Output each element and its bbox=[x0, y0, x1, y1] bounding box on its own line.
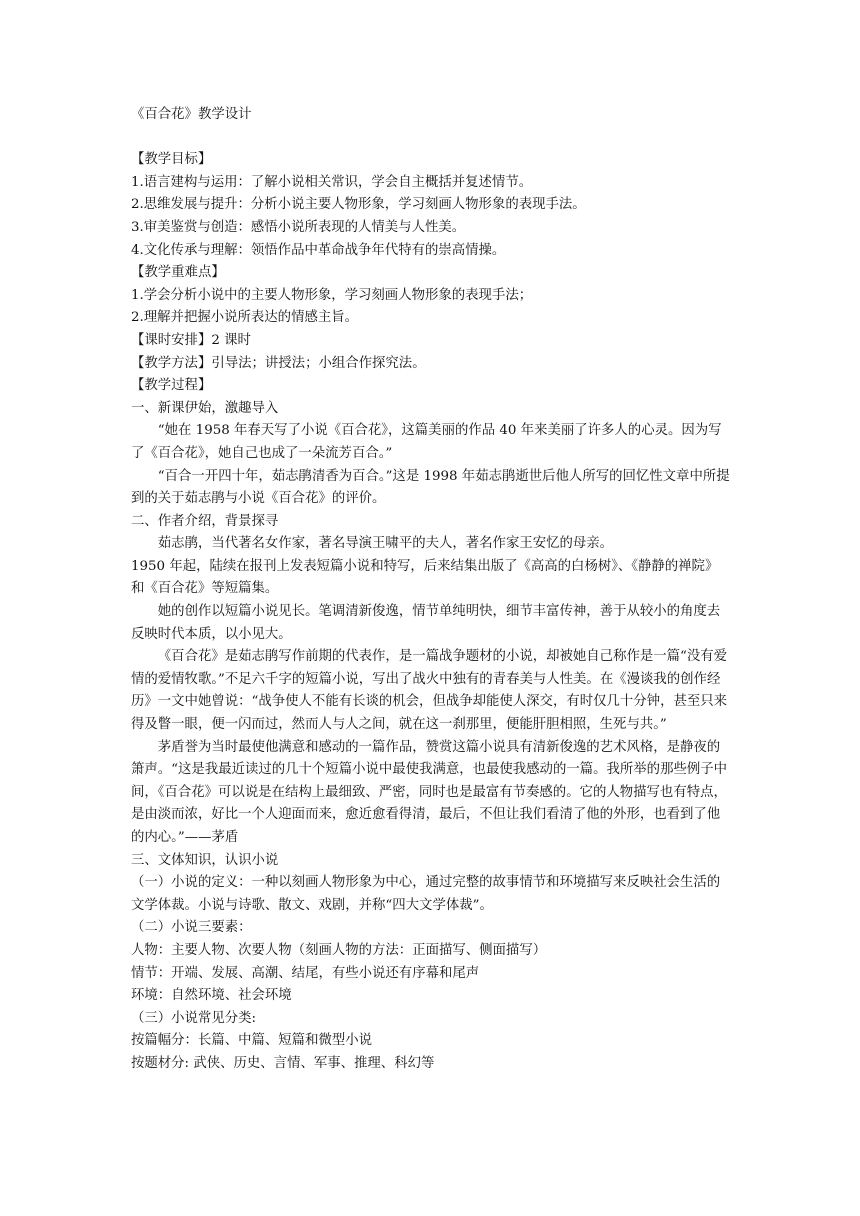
process-heading: 【教学过程】 bbox=[131, 378, 212, 394]
subheading: （三）小说常见分类: bbox=[131, 1010, 257, 1026]
paragraph: 《百合花》是茹志鹃写作前期的代表作，是一篇战争题材的小说，却被她自己称作是一篇“没有爱情的爱情牧歌。”不足六千字的短篇小说，写出了战火中独有的青春美与人性美。在《漫谈我的创作经历》一文中她曾说：“战争使人不能有长谈的机会，但战争却能使人深交，有时仅几十分钟，甚至只来得及瞥一眼，便一闪而过，然而人与人之间，就在这一刹那里，便能肝胆相照，生死与共。” bbox=[131, 649, 728, 733]
list-item: 环境：自然环境、社会环境 bbox=[131, 988, 292, 1004]
methods-line: 【教学方法】引导法；讲授法；小组合作探究法。 bbox=[131, 355, 426, 371]
key-points-heading: 【教学重难点】 bbox=[131, 265, 225, 281]
key-point-item: 1.学会分析小说中的主要人物形象，学习刻画人物形象的表现手法； bbox=[131, 287, 533, 303]
schedule-line: 【课时安排】2 课时 bbox=[131, 332, 251, 348]
list-item: 按题材分: 武侠、历史、言情、军事、推理、科幻等 bbox=[131, 1055, 435, 1071]
paragraph: “她在 1958 年春天写了小说《百合花》，这篇美丽的作品 40 年来美丽了许多人的心灵。因为写了《百合花》，她自己也成了一朵流芳百合。” bbox=[131, 423, 722, 461]
objective-item: 2.思维发展与提升：分析小说主要人物形象，学习刻画人物形象的表现手法。 bbox=[131, 197, 586, 213]
paragraph: “百合一开四十年，茹志鹃清香为百合。”这是 1998 年茹志鹃逝世后他人所写的回忆性文章中所提到的关于茹志鹃与小说《百合花》的评价。 bbox=[131, 468, 730, 507]
paragraph: 茹志鹃，当代著名女作家，著名导演王啸平的夫人，著名作家王安忆的母亲。 bbox=[157, 536, 614, 552]
section-heading: 二、作者介绍，背景探寻 bbox=[131, 513, 279, 529]
section-heading: 三、文体知识，认识小说 bbox=[131, 852, 279, 868]
document-body bbox=[131, 104, 731, 1076]
objectives-heading: 【教学目标】 bbox=[131, 152, 212, 168]
key-point-item: 2.理解并把握小说所表达的情感主旨。 bbox=[131, 310, 359, 326]
objective-item: 4.文化传承与理解：领悟作品中革命战争年代特有的崇高情操。 bbox=[131, 242, 506, 258]
list-item: 按篇幅分：长篇、中篇、短篇和微型小说 bbox=[131, 1033, 373, 1049]
list-item: 人物：主要人物、次要人物（刻画人物的方法：正面描写、侧面描写） bbox=[131, 942, 547, 958]
objective-item: 3.审美鉴赏与创造：感悟小说所表现的人情美与人性美。 bbox=[131, 219, 466, 235]
paragraph: 她的创作以短篇小说见长。笔调清新俊逸，情节单纯明快，细节丰富传神，善于从较小的角度去反映时代本质，以小见大。 bbox=[131, 604, 721, 642]
paragraph: 茅盾誉为当时最使他满意和感动的一篇作品，赞赏这篇小说具有清新俊逸的艺术风格，是静夜的箫声。“这是我最近读过的几十个短篇小说中最使我满意，也最使我感动的一篇。我所举的那些例子中间，《百合花》可以说是在结构上最细致、严密，同时也是最富有节奏感的。它的人物描写也有特点，是由淡而浓，好比一个人迎面而来，愈近愈看得清，最后，不但让我们看清了他的外形，也看到了他的内心。”——茅盾 bbox=[131, 739, 728, 845]
objective-item: 1.语言建构与运用：了解小说相关常识，学会自主概括并复述情节。 bbox=[131, 174, 533, 190]
subheading: （二）小说三要素： bbox=[131, 920, 252, 936]
paragraph: （一）小说的定义：一种以刻画人物形象为中心，通过完整的故事情节和环境描写来反映社会生活的文学体裁。小说与诗歌、散文、戏剧，并称“四大文学体裁”。 bbox=[131, 875, 721, 913]
section-heading: 一、新课伊始，激趣导入 bbox=[131, 400, 279, 416]
paragraph: 1950 年起，陆续在报刊上发表短篇小说和特写，后来结集出版了《高高的白杨树》、《静静的禅院》和《百合花》等短篇集。 bbox=[131, 558, 719, 597]
list-item: 情节：开端、发展、高潮、结尾，有些小说还有序幕和尾声 bbox=[131, 965, 480, 981]
document-title: 《百合花》教学设计 bbox=[131, 107, 252, 122]
